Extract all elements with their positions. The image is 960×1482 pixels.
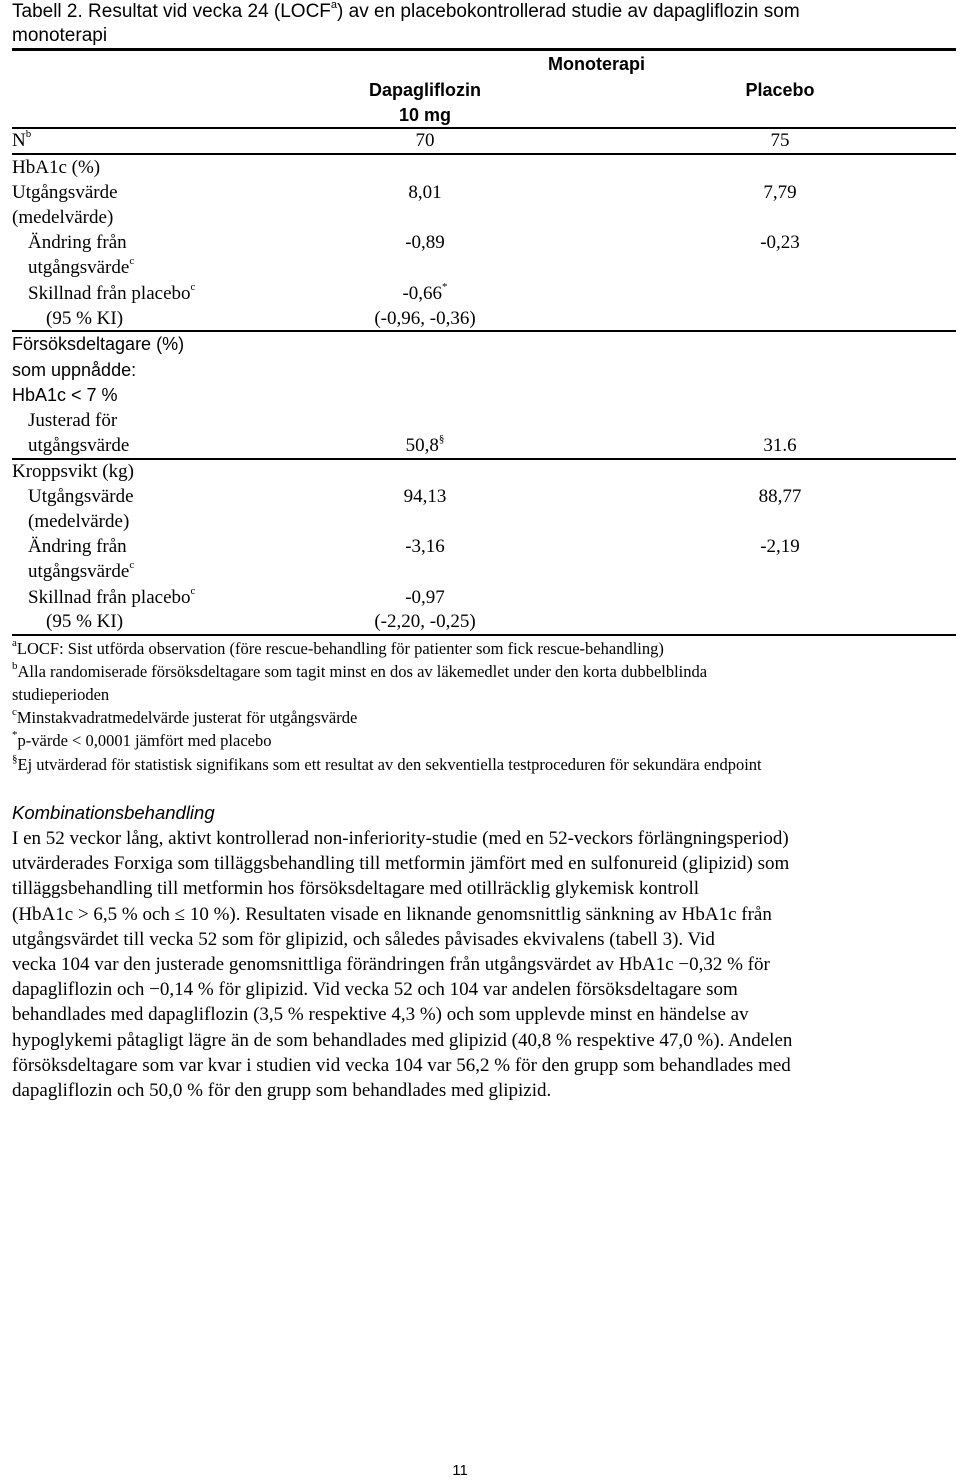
weight-baseline-label: Utgångsvärde (medelvärde) bbox=[28, 486, 134, 532]
paragraph-line: hypoglykemi påtagligt lägre än de som behandlades med glipizid (40,8 % respektive 47,0 %). Andelen bbox=[12, 1029, 793, 1051]
participants-rule bbox=[12, 458, 956, 460]
weight-baseline-col1: 94,13 bbox=[403, 486, 447, 507]
weight-diff-label: Skillnad från placebo$^c$ bbox=[28, 584, 196, 608]
weight-change-col2: -2,19 bbox=[760, 536, 800, 557]
paragraph-line: utvärderades Forxiga som tilläggsbehandling till metformin jämfört med en sulfonureid (glipizid) som bbox=[12, 853, 790, 875]
hba1c-ci-label: (95 % KI) bbox=[46, 308, 124, 329]
paragraph-line: I en 52 veckor lång, aktivt kontrollerad non-inferiority-studie (med en 52-veckors förlängningsperiod) bbox=[12, 828, 789, 849]
n-col2: 75 bbox=[770, 130, 790, 151]
hba1c-ci-col1: (-0,96, -0,36) bbox=[374, 308, 476, 329]
table-caption: Tabell 2. Resultat vid vecka 24 (LOCF$^a$) av en placebokontrollerad studie av dapagliflozin som monoterapi bbox=[12, 0, 800, 46]
weight-ci-label: (95 % KI) bbox=[46, 611, 124, 632]
paragraph-line: (HbA1c > 6,5 % och ≤ 10 %). Resultaten visade en liknande genomsnittlig sänkning av HbA1c från bbox=[12, 903, 772, 925]
group-header: Monoterapi bbox=[548, 54, 645, 74]
footnote-b: $^b$Alla randomiserade försöksdeltagare som tagit minst en dos av läkemedlet under den korta dubbelblinda studieperioden bbox=[12, 659, 708, 704]
header-rule bbox=[12, 127, 956, 129]
paragraph-line: dapagliflozin och 50,0 % för den grupp som behandlades med glipizid. bbox=[12, 1080, 552, 1102]
weight-change-label: Ändring från utgångsvärde$^c$ bbox=[28, 536, 135, 582]
col1-header: Dapagliflozin 10 mg bbox=[369, 80, 481, 125]
weight-ci-col1: (-2,20, -0,25) bbox=[374, 611, 476, 632]
paragraph-line: försöksdeltagare som var kvar i studien vid vecka 104 var 56,2 % för den grupp som behandlades med bbox=[12, 1054, 791, 1076]
weight-diff-col1: -0,97 bbox=[405, 587, 445, 608]
col2-header: Placebo bbox=[745, 80, 815, 100]
hba1c-diff-label: Skillnad från placebo$^c$ bbox=[28, 280, 196, 304]
n-label: $N^b$ bbox=[12, 127, 32, 151]
participants-heading: Försöksdeltagare (%) som uppnådde: HbA1c < 7 % bbox=[12, 334, 185, 405]
participants-adjusted-col2: 31.6 bbox=[763, 435, 797, 456]
hba1c-diff-col1: -0,66* bbox=[402, 280, 448, 304]
table-top-rule bbox=[12, 48, 956, 51]
weight-change-col1: -3,16 bbox=[405, 536, 445, 557]
footnote-c: $^c$Minstakvadratmedelvärde justerat för utgångsvärde bbox=[12, 705, 358, 727]
hba1c-baseline-col2: 7,79 bbox=[763, 182, 797, 203]
page-number: 11 bbox=[452, 1462, 468, 1479]
hba1c-baseline-label: Utgångsvärde (medelvärde) bbox=[12, 182, 118, 228]
hba1c-change-label: Ändring från utgångsvärde$^c$ bbox=[28, 232, 135, 278]
footnote-section: §Ej utvärderad för statistisk signifikans som ett resultat av den sekventiella testproceduren för sekundära endpoint bbox=[12, 752, 762, 774]
participants-adjusted-col1: 50,8§ bbox=[405, 432, 445, 456]
table-bottom-rule bbox=[12, 634, 956, 636]
footnote-a: $^a$LOCF: Sist utförda observation (före rescue-behandling för patienter som fick rescue-behandling) bbox=[12, 636, 664, 658]
n-row-rule bbox=[12, 153, 956, 155]
participants-adjusted-label: Justerad för utgångsvärde bbox=[28, 410, 130, 456]
hba1c-change-col2: -0,23 bbox=[760, 232, 800, 253]
paragraph-line: vecka 104 var den justerade genomsnittliga förändringen från utgångsvärdet av HbA1c −0,32 % för bbox=[12, 954, 770, 976]
paragraph-line: utgångsvärdet till vecka 52 som för glipizid, och således påvisades ekvivalens (tabell 3). Vid bbox=[12, 928, 715, 950]
hba1c-baseline-col1: 8,01 bbox=[408, 182, 442, 203]
section-heading: Kombinationsbehandling bbox=[12, 802, 215, 823]
section-paragraph bbox=[12, 826, 952, 1103]
paragraph-line: behandlades med dapagliflozin (3,5 % respektive 4,3 %) och som upplevde minst en händelse av bbox=[12, 1004, 749, 1026]
paragraph-line: tilläggsbehandling till metformin hos försöksdeltagare med otillräcklig glykemisk kontroll bbox=[12, 878, 700, 900]
footnote-star: *p-värde < 0,0001 jämfört med placebo bbox=[12, 728, 272, 750]
weight-heading: Kroppsvikt (kg) bbox=[12, 461, 134, 482]
paragraph-line: dapagliflozin och −0,14 % för glipizid. Vid vecka 52 och 104 var andelen försöksdeltagare som bbox=[12, 979, 738, 1001]
hba1c-change-col1: -0,89 bbox=[405, 232, 445, 253]
n-col1: 70 bbox=[415, 130, 435, 151]
weight-baseline-col2: 88,77 bbox=[758, 486, 802, 507]
hba1c-heading: HbA1c (%) bbox=[12, 157, 101, 178]
